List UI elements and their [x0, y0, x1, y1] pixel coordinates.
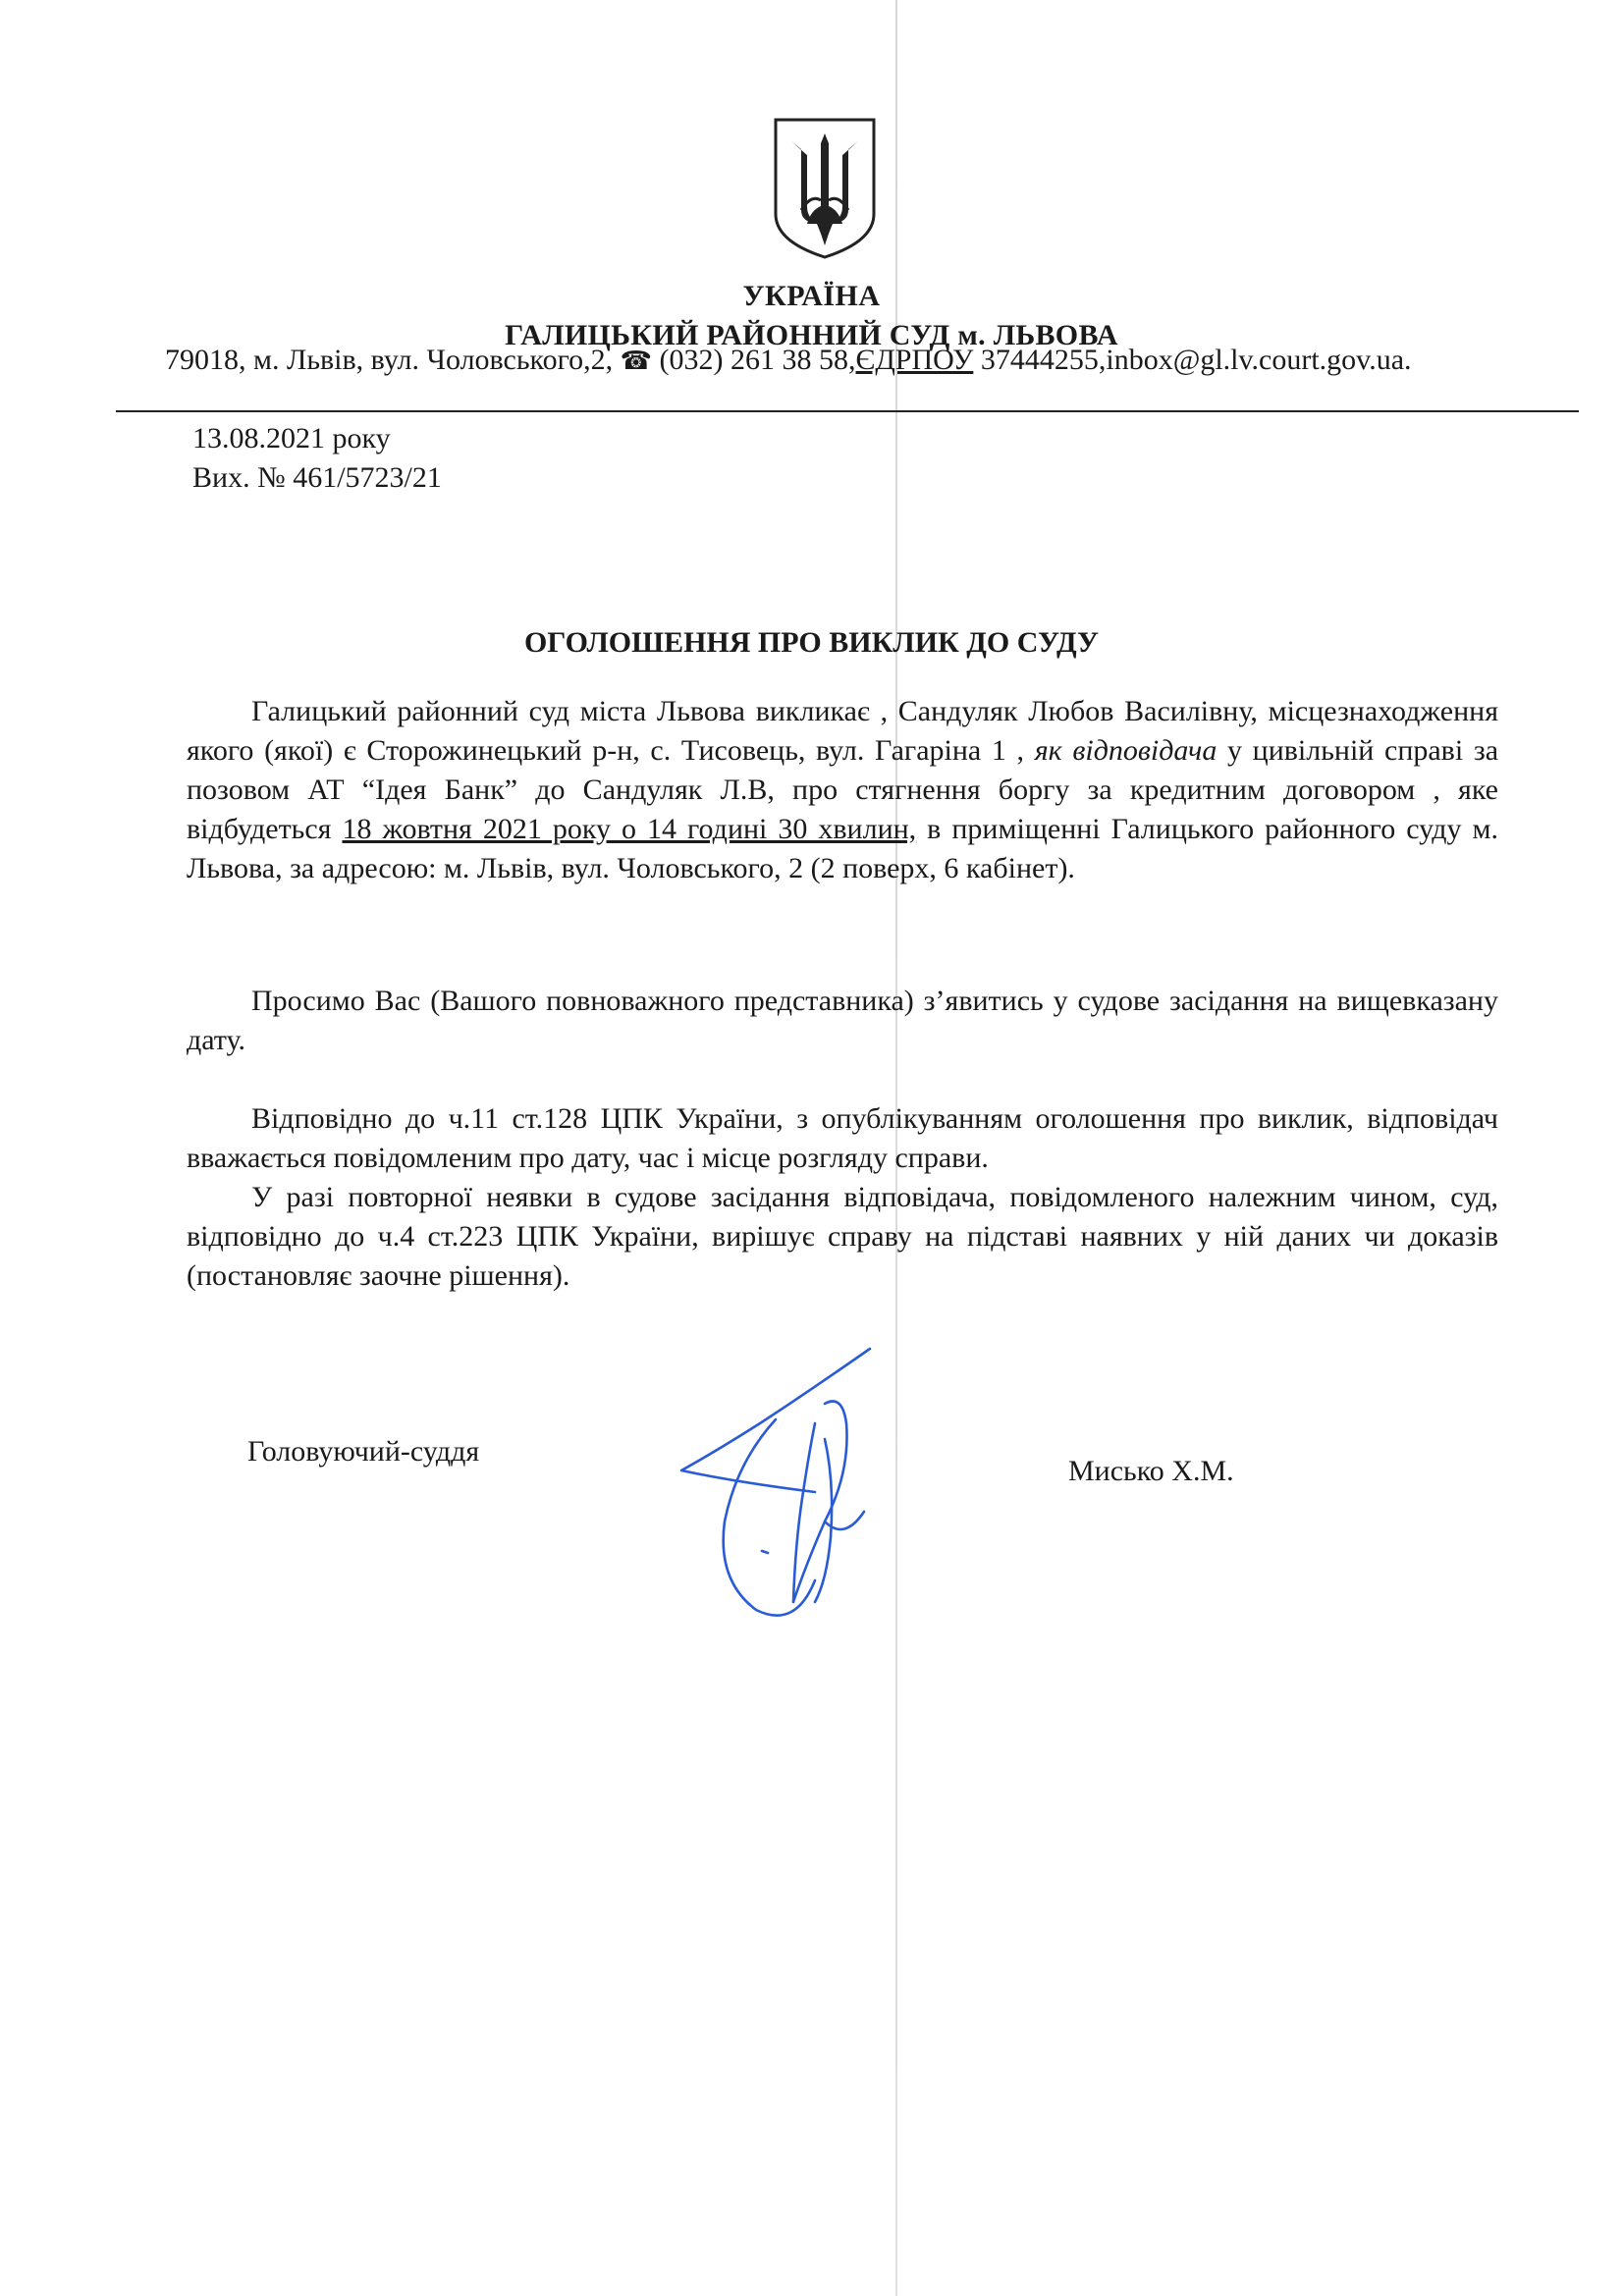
paragraph-request — [187, 982, 1498, 1060]
request-text: Просимо Вас (Вашого повноважного представника) з’явитись у судове засідання на вищевказану дату. — [187, 985, 1498, 1056]
telephone-icon: ☎ — [620, 347, 653, 376]
handwritten-signature — [677, 1345, 893, 1629]
court-address — [165, 344, 1579, 377]
summons-text-a: Галицький районний суд міста Львова викликає , Сандуляк Любов Василівну, місцезнаходження якого (якої) є Сторожинецький р-н, с. Тисовець, вул. Гагаріна 1 , — [187, 695, 1498, 767]
header-rule — [116, 410, 1579, 412]
law-reference-text: Відповідно до ч.11 ст.128 ЦПК України, з опублікуванням оголошення про виклик, відповідач вважається повідомленим про дату, час і місце розгляду справи. — [187, 1102, 1498, 1174]
summons-role: як відповідача — [1034, 734, 1217, 767]
hearing-datetime: 18 жовтня 2021 року о 14 годині 30 хвилин, — [342, 813, 917, 845]
court-name: ГАЛИЦЬКИЙ РАЙОННИЙ СУД м. ЛЬВОВА — [505, 319, 1118, 351]
judge-role: Головуючий-суддя — [247, 1435, 480, 1468]
document-date: 13.08.2021 року — [192, 422, 391, 454]
address-phone: (032) 261 38 58, — [659, 344, 856, 376]
paragraph-law-reference — [187, 1099, 1498, 1178]
default-judgment-text: У разі повторної неявки в судове засідання відповідача, повідомленого належним чином, суд, відповідно до ч.4 ст.223 ЦПК України, вирішує справу на підставі наявних у ній даних чи доказів (постановляє заочне рішення). — [187, 1181, 1498, 1292]
paragraph-summons — [187, 692, 1498, 888]
judge-name: Мисько Х.М. — [1068, 1455, 1234, 1487]
address-edrpou-email: 37444255,inbox@gl.lv.court.gov.ua. — [973, 344, 1412, 376]
address-edrpou-label: ЄДРПОУ — [855, 344, 974, 376]
country-name: УКРАЇНА — [742, 280, 881, 312]
paragraph-default-judgment — [187, 1178, 1498, 1296]
summons-text-c: в приміщенні Галицького районного суду м. Львова, за адресою: м. Львів, вул. Чоловського, 2 (2 поверх, 6 кабінет). — [187, 813, 1498, 884]
summons-text-b: у цивільній справі за позовом АТ “Ідея Банк” до Сандуляк Л.В, про стягнення боргу за кредитним договором , яке відбудеться — [187, 734, 1499, 845]
address-street: 79018, м. Львів, вул. Чоловського,2, — [165, 344, 621, 376]
trident-emblem-icon — [772, 116, 878, 261]
notice-title: ОГОЛОШЕННЯ ПРО ВИКЛИК ДО СУДУ — [523, 626, 1100, 659]
outgoing-number: Вих. № 461/5723/21 — [192, 461, 442, 494]
